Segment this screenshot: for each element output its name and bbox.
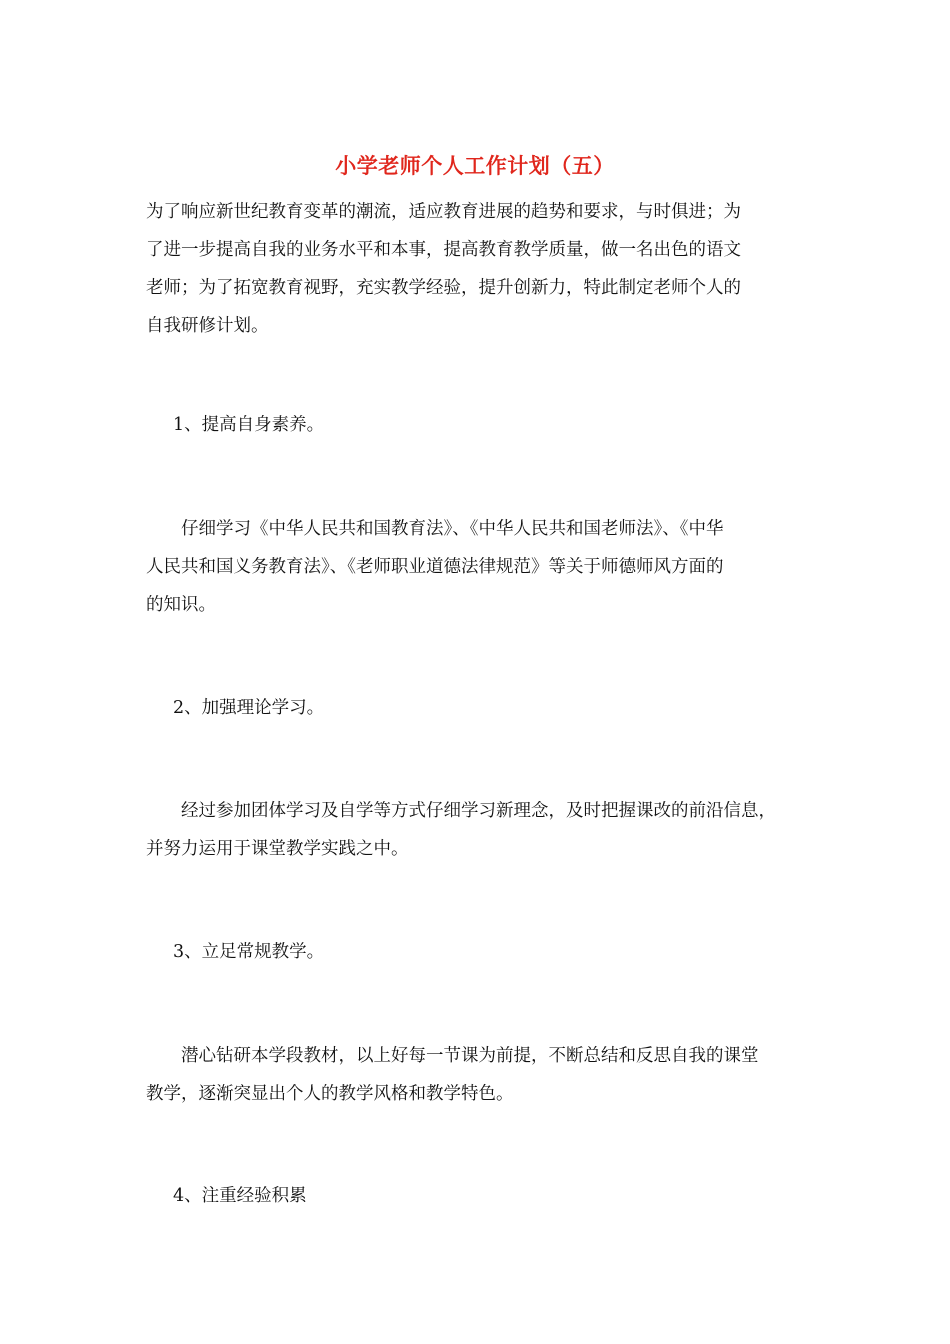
document-title: 小学老师个人工作计划（五） [335,153,615,178]
body-line: 人民共和国义务教育法》、《老师职业道德法律规范》等关于师德师风方面的 [146,557,724,577]
body-line: 经过参加团体学习及自学等方式仔细学习新理念，及时把握课改的前沿信息， [146,801,776,821]
intro-line: 老师；为了拓宽教育视野，充实教学经验，提升创新力，特此制定老师个人的 [146,278,741,298]
intro-line: 自我研修计划。 [146,316,269,336]
section-heading-4: 4、注重经验积累 [173,1186,307,1206]
section-heading-1: 1、提高自身素养。 [173,415,325,435]
intro-line: 为了响应新世纪教育变革的潮流，适应教育进展的趋势和要求，与时俱进；为 [146,202,741,222]
body-line: 并努力运用于课堂教学实践之中。 [146,839,409,859]
section-heading-3: 3、立足常规教学。 [173,942,325,962]
section-body-3 [146,1037,826,1113]
section-body-1 [146,510,826,624]
section-heading-2: 2、加强理论学习。 [173,698,325,718]
section-body-2 [146,792,826,868]
body-line: 的知识。 [146,595,216,615]
body-line: 仔细学习《中华人民共和国教育法》、《中华人民共和国老师法》、《中华 [146,519,724,539]
intro-paragraph [146,193,826,345]
body-line: 教学，逐渐突显出个人的教学风格和教学特色。 [146,1084,514,1104]
body-line: 潜心钻研本学段教材，以上好每一节课为前提，不断总结和反思自我的课堂 [146,1046,759,1066]
intro-line: 了进一步提高自我的业务水平和本事，提高教育教学质量，做一名出色的语文 [146,240,741,260]
